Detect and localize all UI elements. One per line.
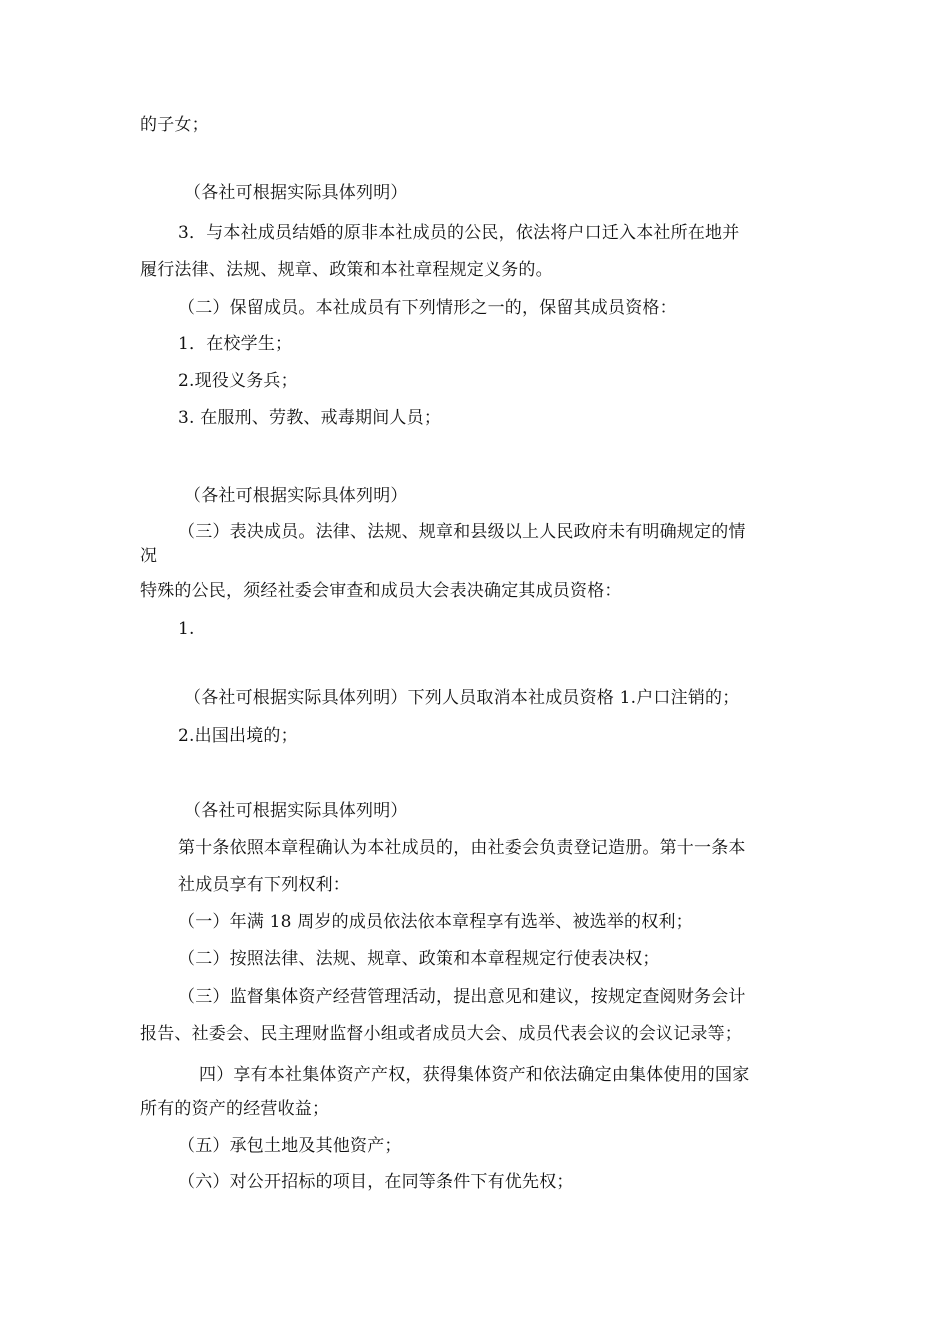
text-line: （各社可根据实际具体列明） — [184, 801, 408, 821]
text-line: （各社可根据实际具体列明） — [184, 486, 408, 506]
text-line: 的子女； — [140, 115, 209, 135]
text-line: （六）对公开招标的项目，在同等条件下有优先权； — [178, 1172, 574, 1192]
text-line: （三）表决成员。法律、法规、规章和县级以上人民政府未有明确规定的情 — [178, 522, 746, 542]
text-line: 履行法律、法规、规章、政策和本社章程规定义务的。 — [140, 260, 553, 280]
text-line: 1. — [178, 619, 195, 639]
text-line: 特殊的公民，须经社委会审查和成员大会表决确定其成员资格： — [140, 581, 622, 601]
text-line: 社成员享有下列权利： — [178, 875, 350, 895]
text-line: 况 — [140, 546, 158, 566]
text-line: 第十条依照本章程确认为本社成员的，由社委会负责登记造册。第十一条本 — [178, 838, 746, 858]
text-line: 3. 在服刑、劳教、戒毒期间人员； — [178, 408, 442, 428]
text-line: 3．与本社成员结婚的原非本社成员的公民，依法将户口迁入本社所在地并 — [178, 223, 740, 243]
text-line: 四）享有本社集体资产产权，获得集体资产和依法确定由集体使用的国家 — [199, 1065, 750, 1085]
text-line: 2.现役义务兵； — [178, 371, 298, 391]
text-line: （各社可根据实际具体列明） — [184, 183, 408, 203]
text-line: （一）年满 18 周岁的成员依法依本章程享有选举、被选举的权利； — [178, 912, 693, 932]
text-line: 2.出国出境的； — [178, 726, 298, 746]
text-line: 1．在校学生； — [178, 334, 293, 354]
text-line: 报告、社委会、民主理财监督小组或者成员大会、成员代表会议的会议记录等； — [140, 1024, 742, 1044]
text-line: （三）监督集体资产经营管理活动，提出意见和建议，按规定查阅财务会计 — [178, 987, 746, 1007]
text-line: （各社可根据实际具体列明）下列人员取消本社成员资格 1.户口注销的； — [184, 688, 740, 708]
text-line: 所有的资产的经营收益； — [140, 1099, 330, 1119]
text-line: （二）保留成员。本社成员有下列情形之一的，保留其成员资格： — [178, 298, 677, 318]
text-line: （五）承包土地及其他资产； — [178, 1136, 402, 1156]
text-line: （二）按照法律、法规、规章、政策和本章程规定行使表决权； — [178, 949, 660, 969]
